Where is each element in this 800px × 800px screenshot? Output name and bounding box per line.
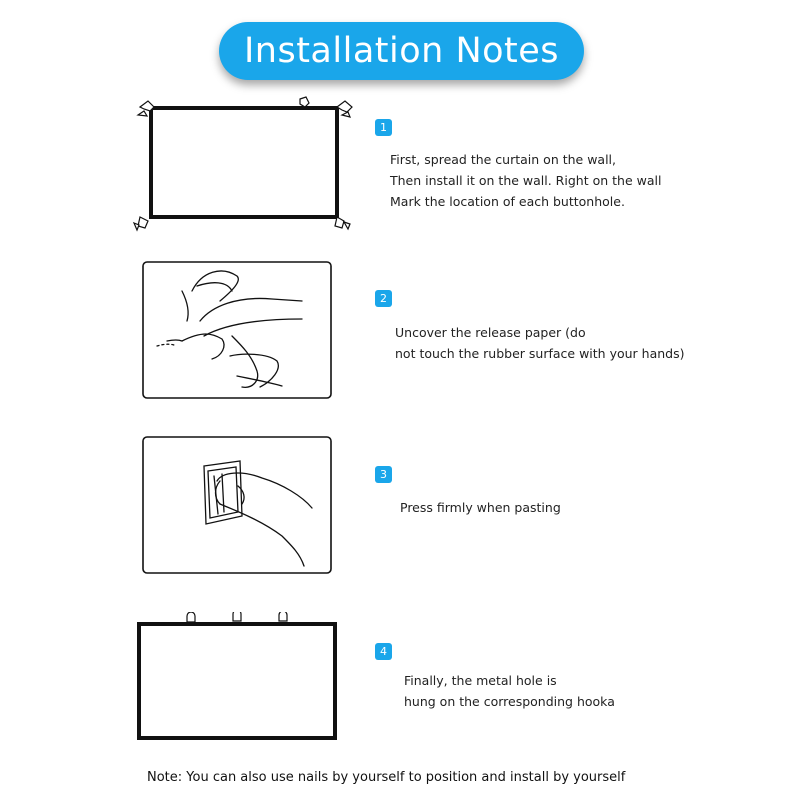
step-3-line: Press firmly when pasting	[400, 500, 561, 515]
step-1-line: Mark the location of each buttonhole.	[390, 194, 625, 209]
step-1-badge: 1	[375, 119, 392, 136]
step-2-line: not touch the rubber surface with your hands)	[395, 346, 685, 361]
step-3-badge: 3	[375, 466, 392, 483]
step-4-badge: 4	[375, 643, 392, 660]
step-2-text	[395, 322, 684, 364]
title-banner	[219, 22, 584, 80]
step-2-line: Uncover the release paper (do	[395, 325, 586, 340]
peel-release-paper-icon	[142, 261, 332, 400]
page-title: Installation Notes	[243, 31, 560, 71]
step-1-text	[390, 149, 661, 212]
screen-frame-with-clips-icon	[130, 95, 355, 235]
step-4-line: Finally, the metal hole is	[404, 673, 557, 688]
press-hook-icon	[142, 436, 332, 575]
step-4-text	[404, 670, 615, 712]
step-1-line: First, spread the curtain on the wall,	[390, 152, 617, 167]
step-3-text	[400, 497, 561, 518]
footer-note: Note: You can also use nails by yourself to position and install by yourself	[147, 770, 626, 785]
hung-screen-frame-icon	[133, 612, 343, 744]
step-1-line: Then install it on the wall. Right on the wall	[390, 173, 662, 188]
step-2-badge: 2	[375, 290, 392, 307]
step-4-line: hung on the corresponding hooka	[404, 694, 615, 709]
